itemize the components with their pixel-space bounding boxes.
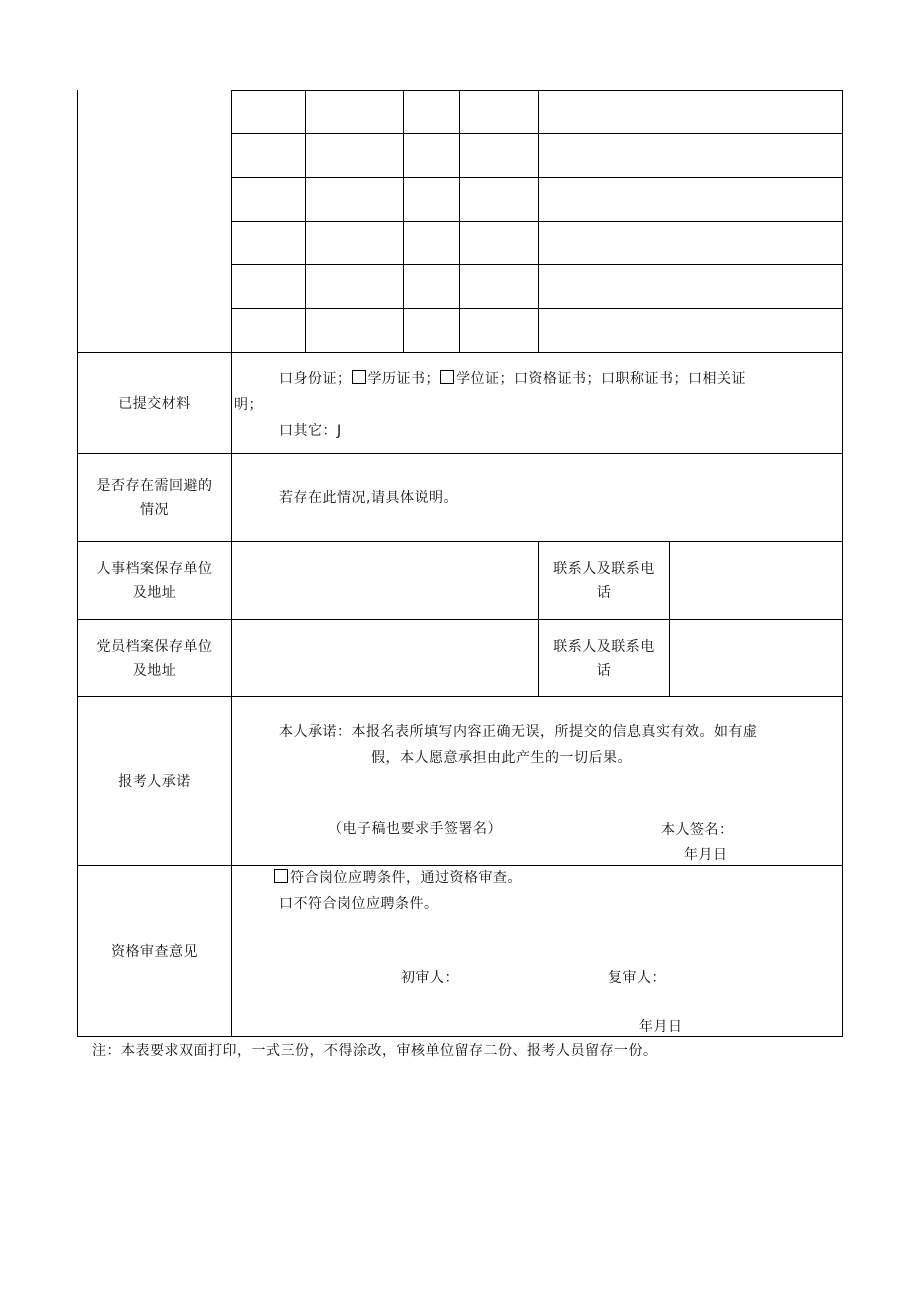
materials-line-1	[279, 369, 746, 389]
avoidance-label: 是否存在需回避的 情况	[96, 478, 213, 518]
pledge-text-line-1: 本人承诺：本报名表所填写内容正确无误，所提交的信息真实有效。如有虚	[279, 724, 758, 740]
diploma-option[interactable]: 学历证书；	[367, 371, 440, 387]
checkbox-icon[interactable]	[352, 370, 366, 384]
grid-row-line	[231, 264, 843, 265]
review-label: 资格审查意见	[111, 944, 198, 960]
review-date: 年月日	[639, 1019, 683, 1035]
pledge-label: 报考人承诺	[118, 774, 191, 790]
section-divider	[77, 696, 843, 697]
checkbox-icon[interactable]	[440, 370, 454, 384]
degree-option[interactable]: 学位证；	[456, 371, 514, 387]
materials-other-option[interactable]: 口其它：J	[279, 423, 342, 439]
materials-label: 已提交材料	[118, 396, 191, 412]
party-file-label: 党员档案保存单位 及地址	[96, 639, 213, 679]
section-divider	[77, 619, 843, 620]
second-reviewer-label: 复审人：	[608, 970, 666, 986]
materials-line-2: 明；	[234, 397, 263, 413]
review-fail-option[interactable]: 口不符合岗位应聘条件。	[279, 896, 439, 912]
avoidance-note: 若存在此情况,请具体说明。	[279, 490, 458, 506]
grid-row-line	[231, 221, 843, 222]
table-bottom-border	[77, 1036, 843, 1037]
checkbox-icon[interactable]	[274, 869, 288, 883]
table-right-border	[842, 90, 843, 1037]
section-divider	[77, 541, 843, 542]
first-reviewer-label: 初审人：	[401, 970, 459, 986]
label-column-divider	[231, 90, 232, 1037]
review-pass-option[interactable]: 符合岗位应聘条件，通过资格审查。	[274, 868, 522, 888]
id-card-option[interactable]: 口身份证；	[279, 371, 352, 387]
grid-row-line	[231, 90, 843, 91]
pledge-date: 年月日	[684, 847, 728, 863]
section-divider	[77, 453, 843, 454]
other-certificates-options[interactable]: 口资格证书；口职称证书；口相关证	[514, 371, 746, 387]
pledge-text-line-2: 假，本人愿意承担由此产生的一切后果。	[371, 750, 632, 766]
grid-row-line	[231, 308, 843, 309]
personnel-contact-label: 联系人及联系电 话	[553, 561, 655, 601]
personnel-file-label: 人事档案保存单位 及地址	[96, 561, 213, 601]
footnote: 注：本表要求双面打印，一式三份，不得涂改，审核单位留存二份、报考人员留存一份。	[92, 1043, 658, 1059]
grid-row-line	[231, 177, 843, 178]
grid-row-line	[231, 133, 843, 134]
sign-note: （电子稿也要求手签署名）	[328, 821, 502, 837]
signature-label: 本人签名：	[661, 822, 734, 838]
contact-col-divider	[669, 541, 670, 697]
section-divider	[77, 352, 843, 353]
party-contact-label: 联系人及联系电 话	[553, 639, 655, 679]
section-divider	[77, 865, 843, 866]
